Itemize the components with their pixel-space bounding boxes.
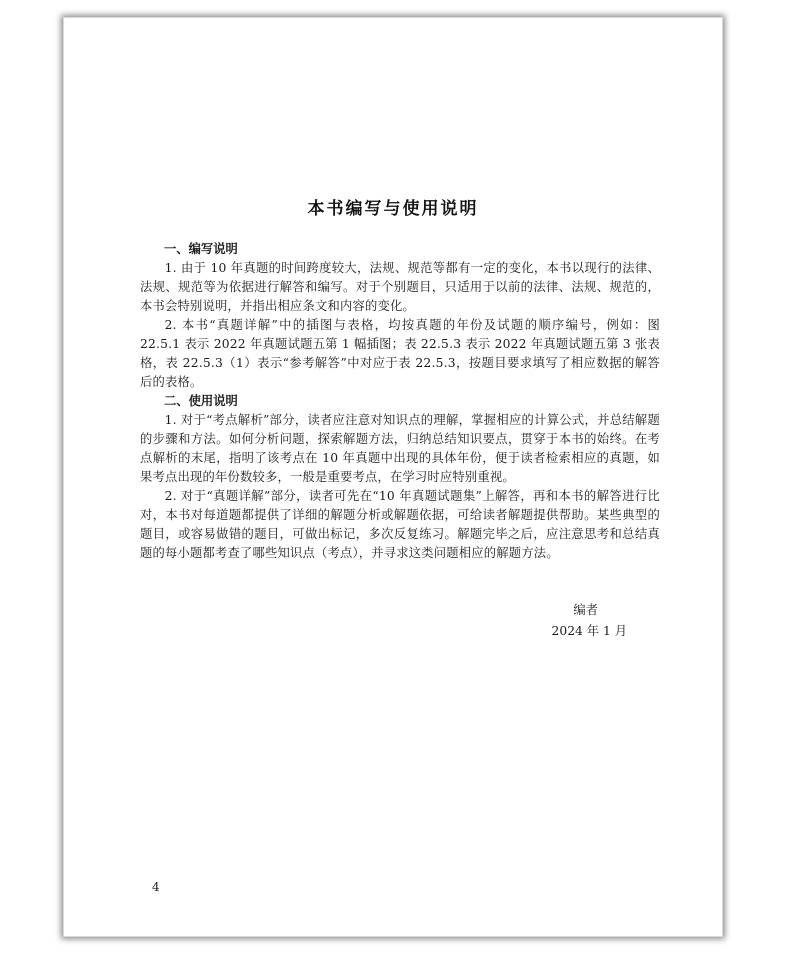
section-heading-writing: 一、编写说明 [164,242,238,256]
signature-editor: 编者 [573,603,598,617]
paragraph: 1. 由于 10 年真题的时间跨度较大，法规、规范等都有一定的变化，本书以现行的法律、法规、规范等为依据进行解答和编写。对于个别题目，只适用于以前的法律、法规、规范的，本书会特别说明，并指出相应条文和内容的变化。 [140,261,660,313]
document-body [140,240,660,563]
paragraph: 2. 本书“真题详解”中的插图与表格，均按真题的年份及试题的顺序编号，例如：图 22.5.1 表示 2022 年真题试题五第 1 幅插图；表 22.5.3 表示 2022 年真题试题五第 3 张表格，表 22.5.3（1）表示“参考解答”中对应于表 22.5.3，按题目要求填写了相应数据的解答后的表格。 [140,318,660,389]
page-number: 4 [152,880,160,894]
section-heading-usage: 二、使用说明 [164,394,238,408]
paragraph: 2. 对于“真题详解”部分，读者可先在“10 年真题试题集”上解答，再和本书的解答进行比对，本书对每道题都提供了详细的解题分析或解题依据，可给读者解题提供帮助。某些典型的题目，或容易做错的题目，可做出标记，多次反复练习。解题完毕之后，应注意思考和总结真题的每小题都考查了哪些知识点（考点），并寻求这类问题相应的解题方法。 [140,489,660,560]
paragraph: 1. 对于“考点解析”部分，读者应注意对知识点的理解，掌握相应的计算公式，并总结解题的步骤和方法。如何分析问题，探索解题方法，归纳总结知识要点，贯穿于本书的始终。在考点解析的末尾，指明了该考点在 10 年真题中出现的具体年份，便于读者检索相应的真题，如果考点出现的年份数较多，一般是重要考点，在学习时应特别重视。 [140,413,660,484]
page-title: 本书编写与使用说明 [307,199,479,219]
signature-date: 2024 年 1 月 [551,624,627,638]
document-page [63,17,723,937]
